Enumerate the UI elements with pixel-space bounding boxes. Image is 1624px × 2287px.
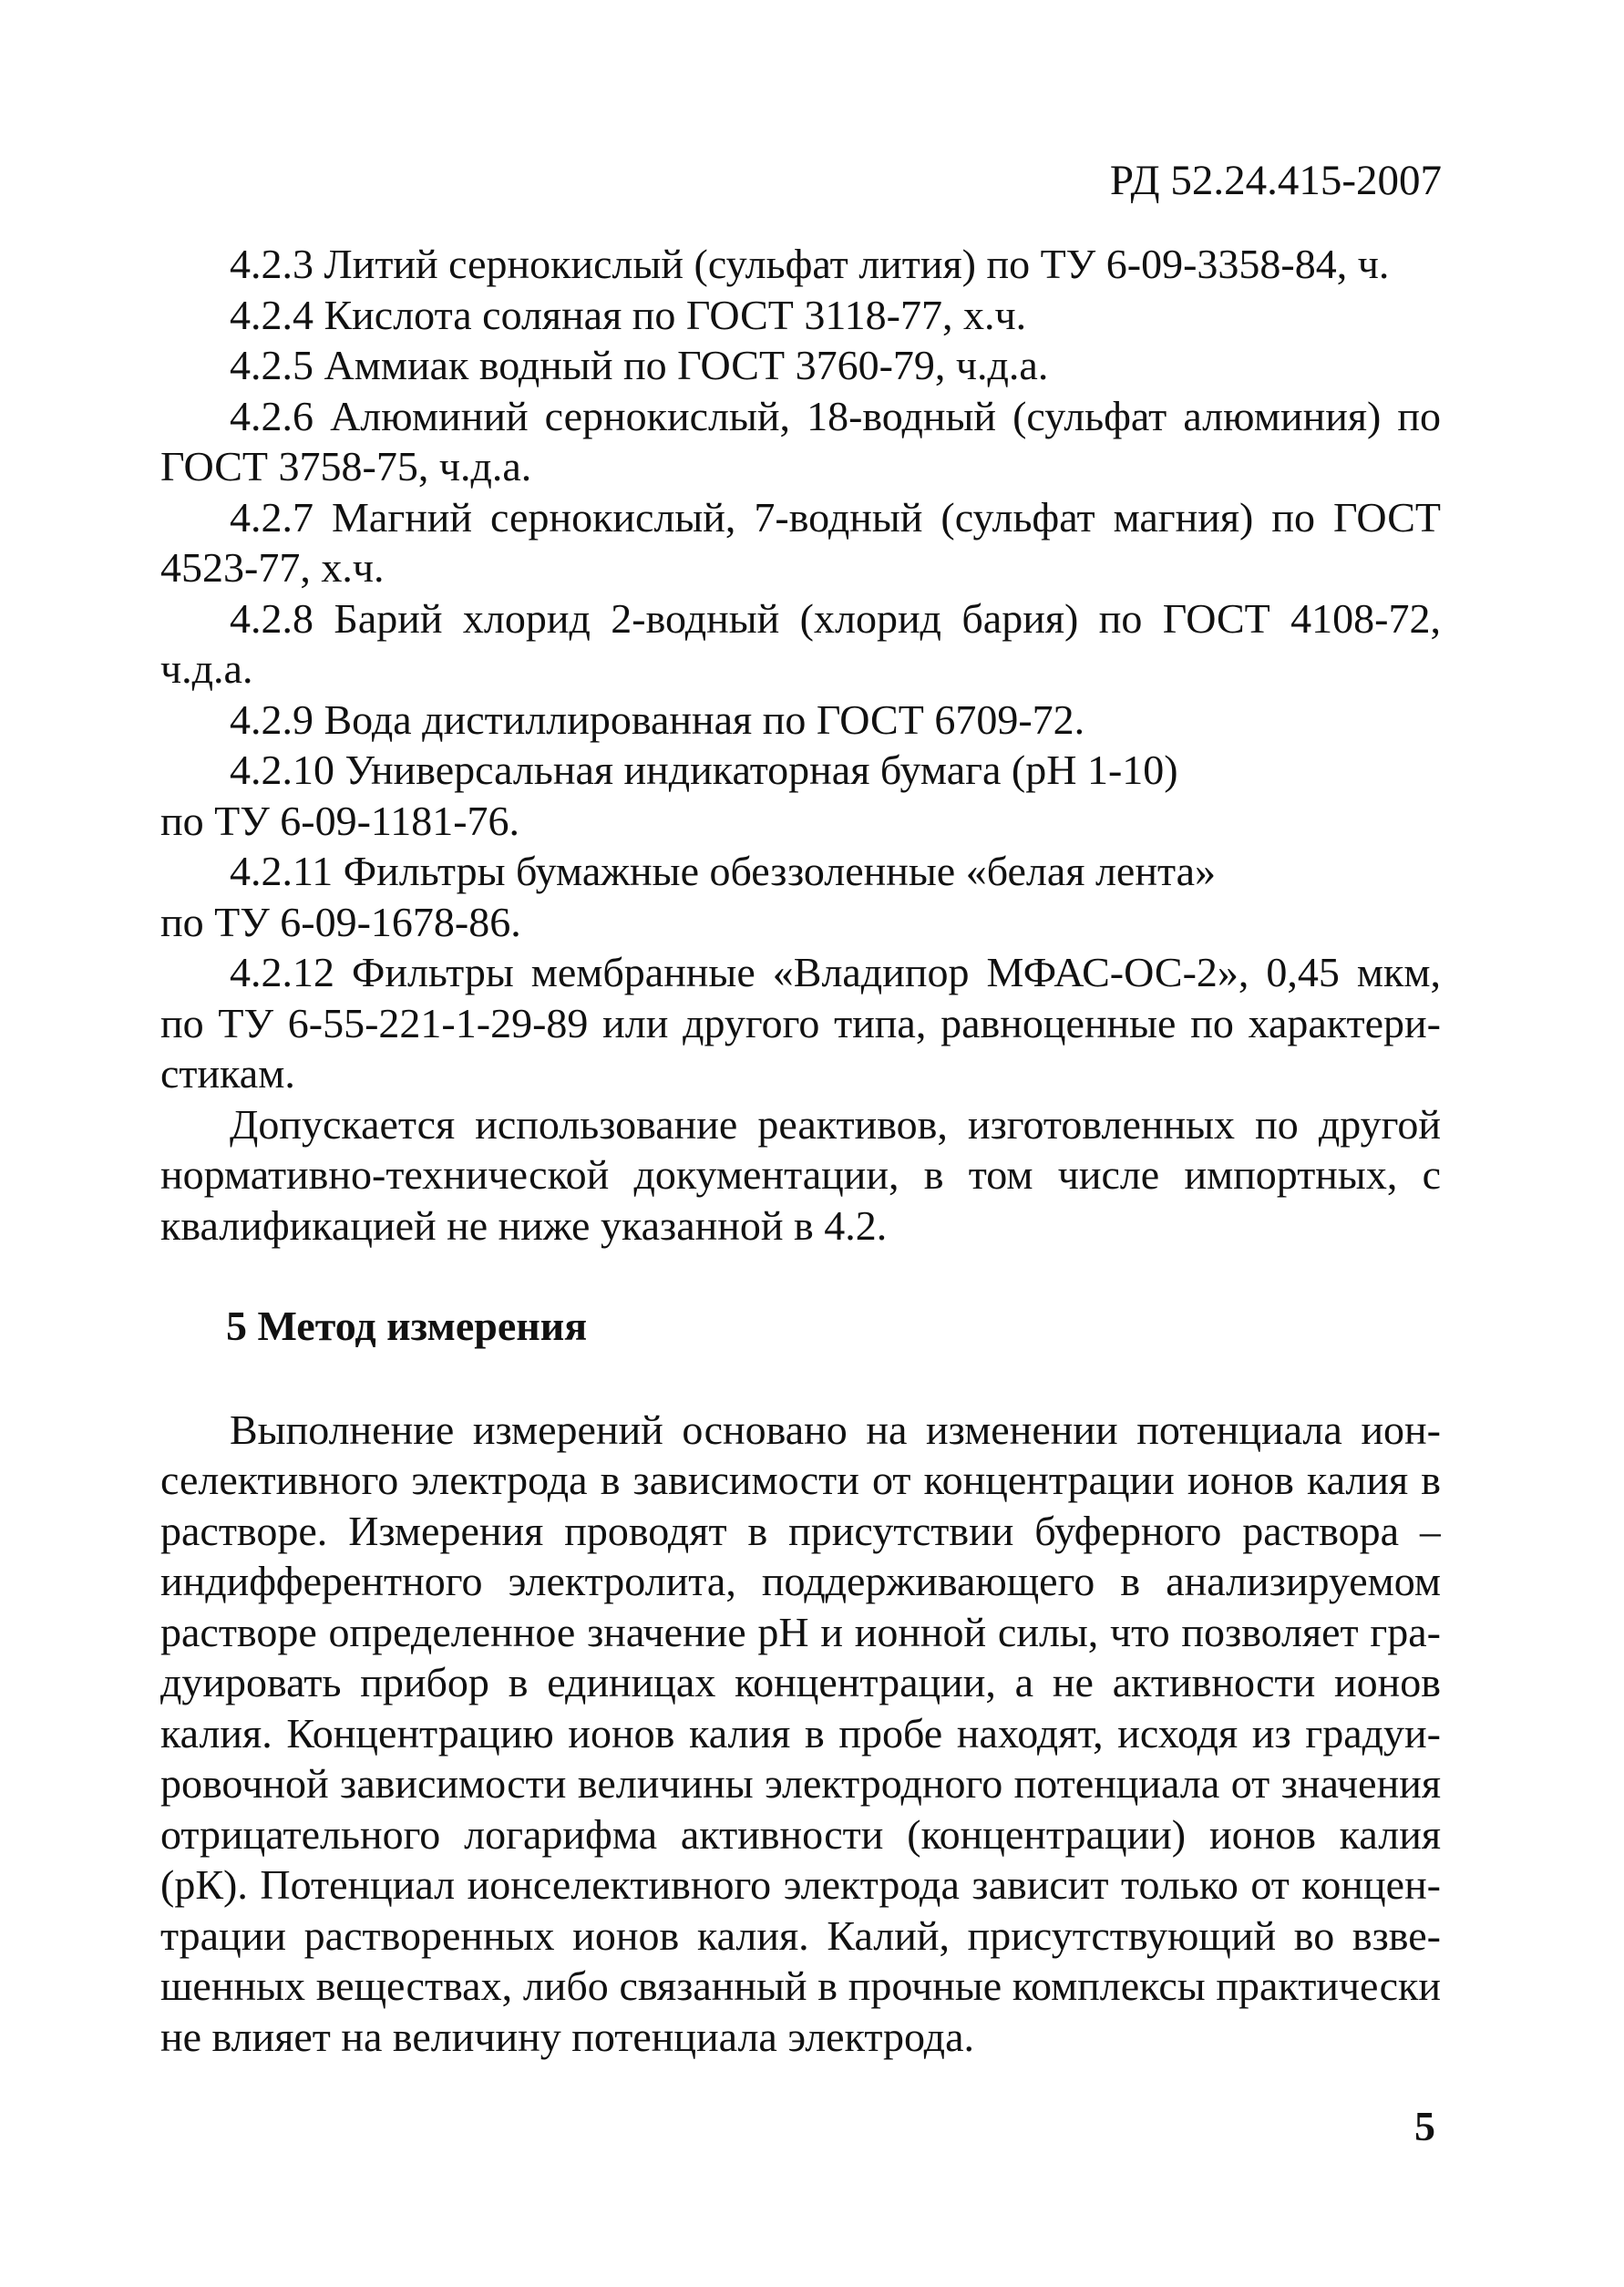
reagent-4-2-12-line-3: стикам.	[160, 1050, 295, 1097]
method-line-5: растворе определенное значение рН и ионной силы, что позволяет гра-	[160, 1608, 1441, 1655]
reagent-4-2-8-line-2: ч.д.а.	[160, 645, 253, 692]
method-line-1: Выполнение измерений основано на изменении потенциала ион-	[230, 1406, 1441, 1453]
reagent-4-2-11-line-1: 4.2.11 Фильтры бумажные обеззоленные «белая лента»	[230, 848, 1217, 894]
reagent-4-2-10-line-2: по ТУ 6-09-1181-76.	[160, 797, 520, 844]
reagent-4-2-10-line-1: 4.2.10 Универсальная индикаторная бумага (рН 1-10)	[230, 747, 1178, 793]
page-content	[160, 239, 1441, 2062]
page-number: 5	[1414, 2103, 1435, 2149]
reagent-4-2-6-line-2: ГОСТ 3758-75, ч.д.а.	[160, 443, 532, 489]
allowance-line-1: Допускается использование реактивов, изготовленных по другой	[230, 1100, 1441, 1148]
method-line-10: (рК). Потенциал ионселективного электрода зависит только от концен-	[160, 1861, 1441, 1908]
reagent-4-2-11-line-2: по ТУ 6-09-1678-86.	[160, 898, 521, 945]
reagent-4-2-5: 4.2.5 Аммиак водный по ГОСТ 3760-79, ч.д.а.	[230, 342, 1049, 388]
document-code-header: РД 52.24.415-2007	[1109, 157, 1442, 204]
method-line-13: не влияет на величину потенциала электрода.	[160, 2013, 975, 2060]
method-line-11: трации растворенных ионов калия. Калий, присутствующий во взве-	[160, 1911, 1441, 1959]
method-line-12: шенных веществах, либо связанный в прочные комплексы практически	[160, 1962, 1441, 2009]
method-line-4: индифферентного электролита, поддерживающего в анализируемом	[160, 1558, 1441, 1604]
reagent-4-2-7-line-2: 4523-77, х.ч.	[160, 544, 385, 591]
reagent-4-2-4: 4.2.4 Кислота соляная по ГОСТ 3118-77, х.ч.	[230, 291, 1027, 338]
reagent-4-2-3: 4.2.3 Литий сернокислый (сульфат лития) по ТУ 6-09-3358-84, ч.	[230, 241, 1390, 287]
method-line-3: растворе. Измерения проводят в присутствии буферного раствора –	[160, 1507, 1441, 1554]
section-5-heading: 5 Метод измерения	[226, 1303, 588, 1349]
method-line-6: дуировать прибор в единицах концентрации, а не активности ионов	[160, 1659, 1441, 1705]
method-line-2: селективного электрода в зависимости от концентрации ионов калия в	[160, 1457, 1441, 1503]
method-line-7: калия. Концентрацию ионов калия в пробе находят, исходя из градуи-	[160, 1709, 1441, 1756]
reagent-4-2-12-line-1: 4.2.12 Фильтры мембранные «Владипор МФАС-ОС-2», 0,45 мкм,	[230, 949, 1441, 995]
reagent-4-2-7-line-1: 4.2.7 Магний сернокислый, 7-водный (сульфат магния) по ГОСТ	[230, 493, 1441, 541]
allowance-line-3: квалификацией не ниже указанной в 4.2.	[160, 1201, 888, 1249]
reagent-4-2-8-line-1: 4.2.8 Барий хлорид 2-водный (хлорид бария) по ГОСТ 4108-72,	[230, 594, 1441, 642]
reagent-4-2-12-line-2: по ТУ 6-55-221-1-29-89 или другого типа, равноценные по характери-	[160, 999, 1441, 1046]
allowance-line-2: нормативно-технической документации, в том числе импортных, с	[160, 1151, 1441, 1198]
reagent-4-2-6-line-1: 4.2.6 Алюминий сернокислый, 18-водный (сульфат алюминия) по	[230, 392, 1441, 439]
method-line-9: отрицательного логарифма активности (концентрации) ионов калия	[160, 1810, 1441, 1858]
reagent-4-2-9: 4.2.9 Вода дистиллированная по ГОСТ 6709-72.	[230, 695, 1085, 743]
method-line-8: ровочной зависимости величины электродного потенциала от значения	[160, 1760, 1441, 1807]
